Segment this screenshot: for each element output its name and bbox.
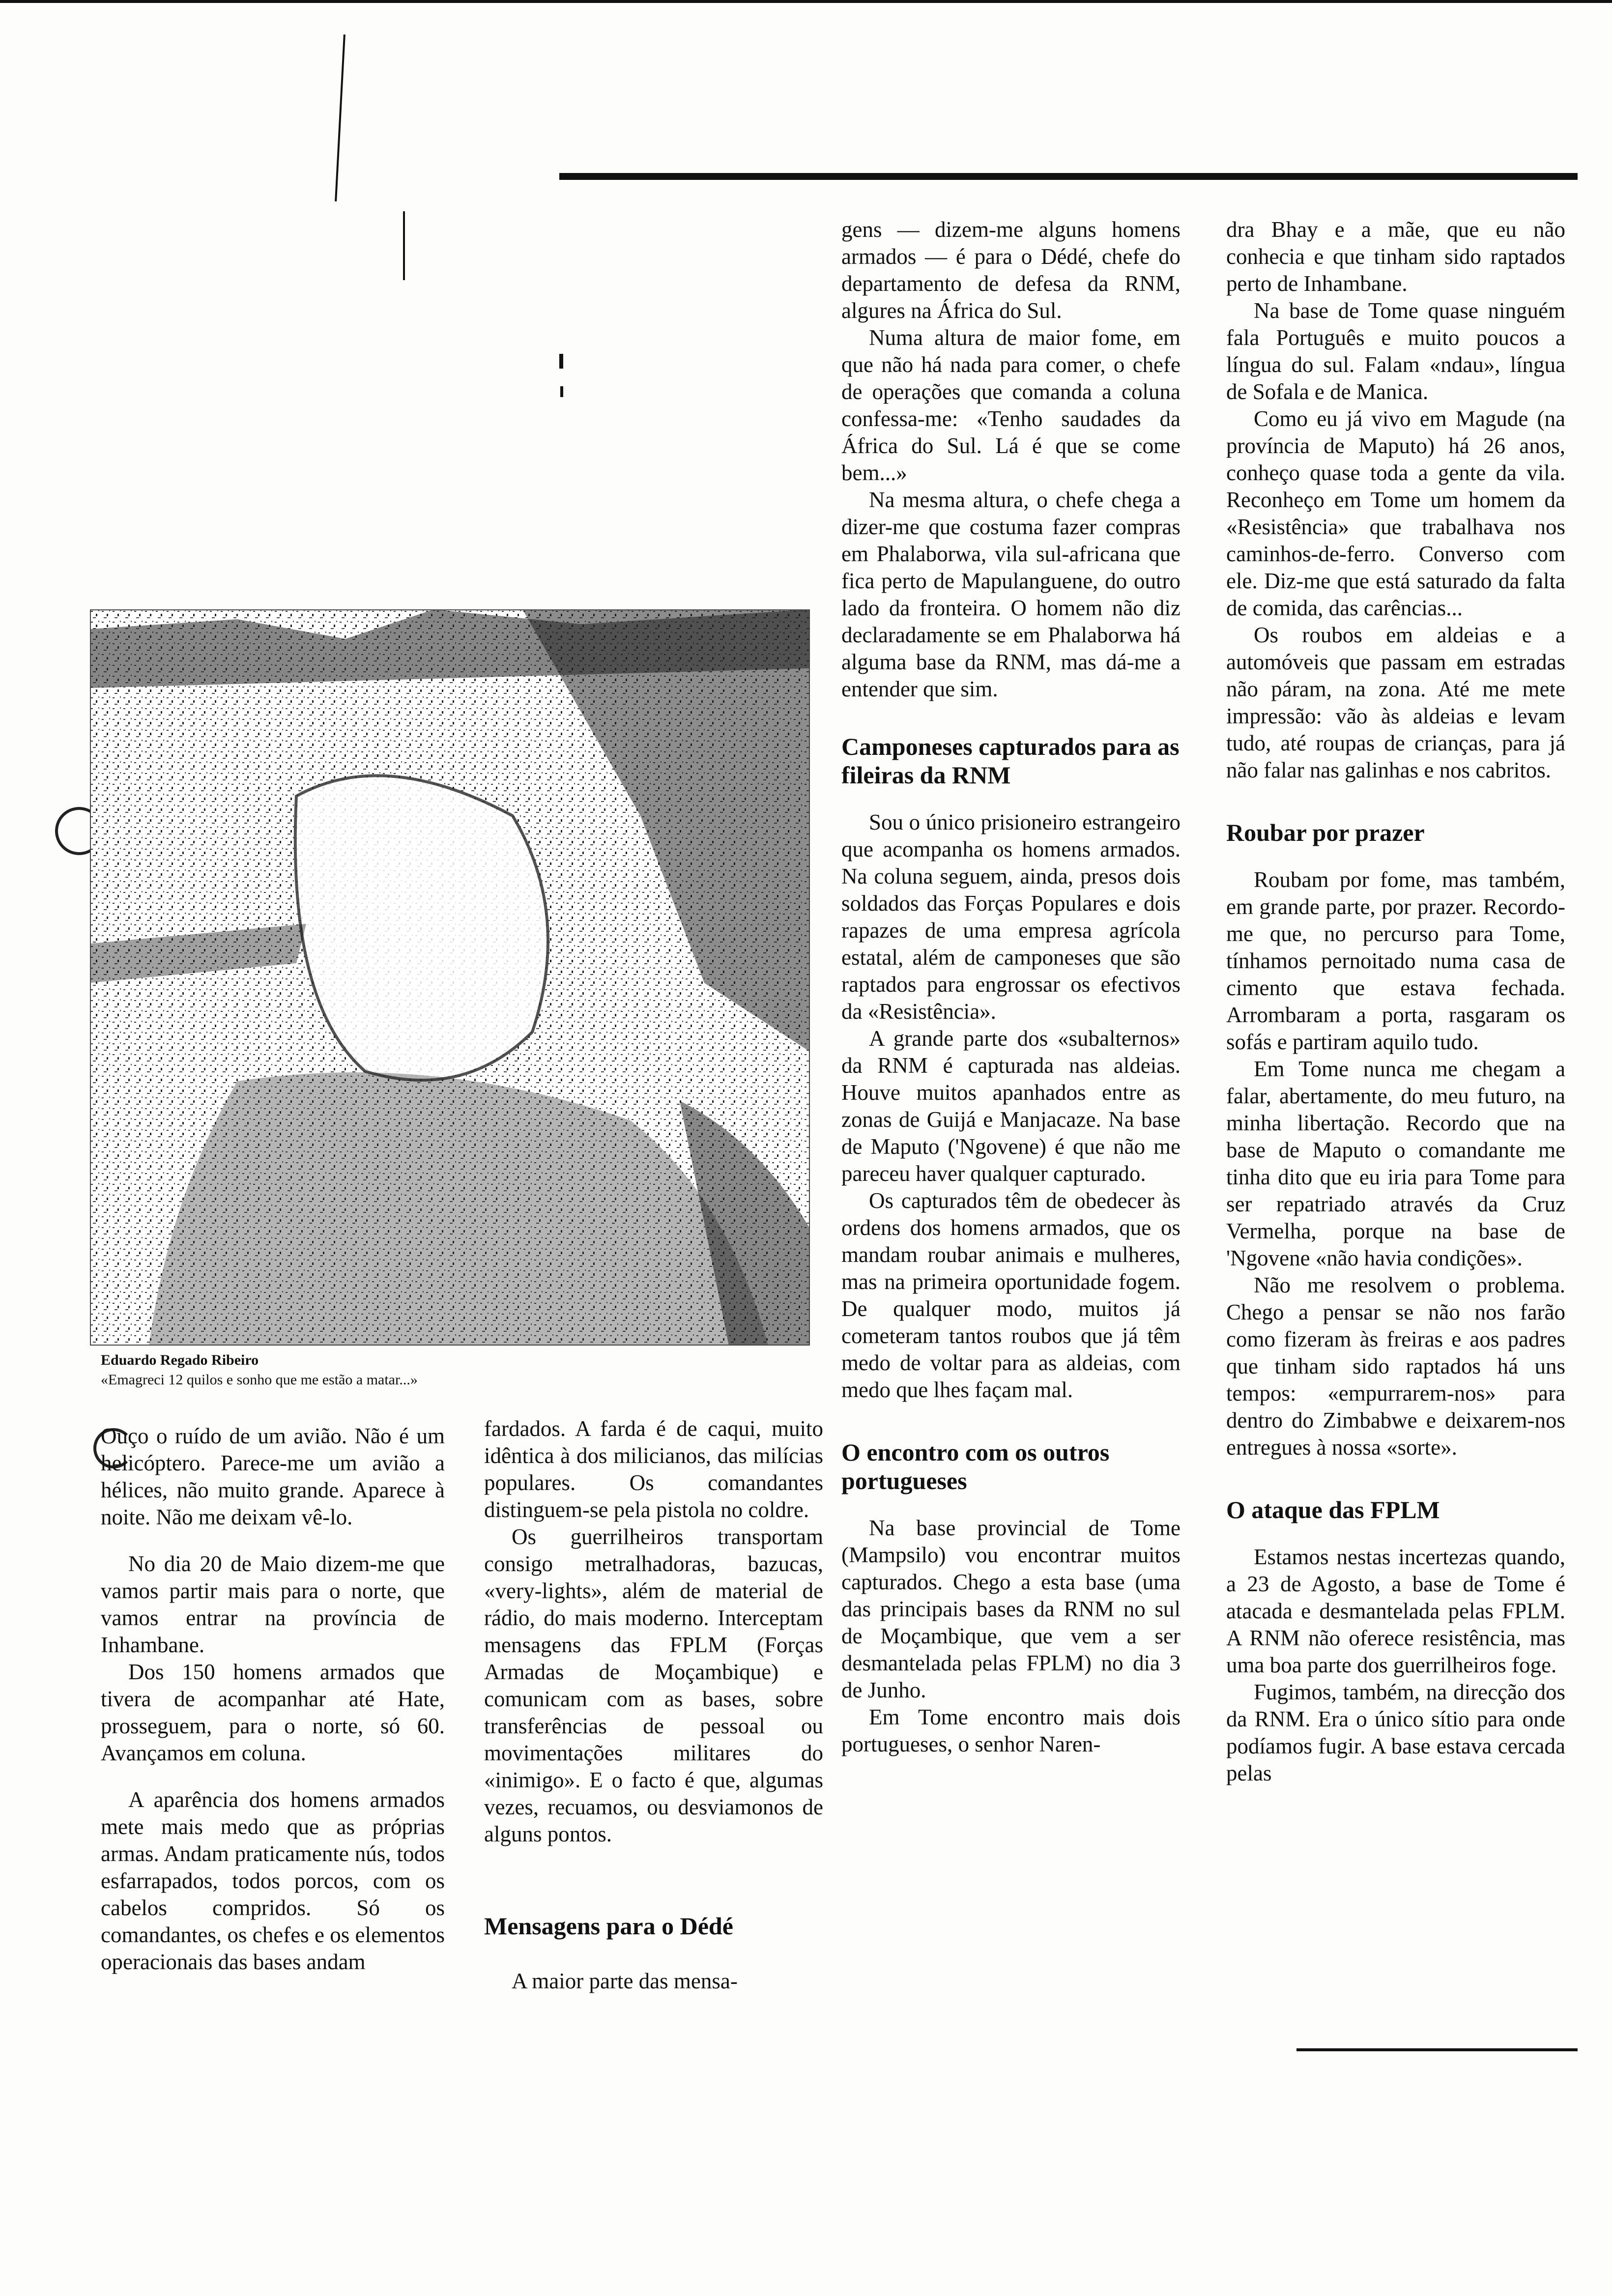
photo-caption [101,1350,418,1390]
paragraph: gens — dizem-me alguns homens armados — é para o Dédé, chefe do departamento de defesa da RNM, algures na África do Sul. [841,217,1180,323]
scan-mark [559,354,563,369]
bottom-rule [1296,2048,1578,2051]
news-photo [90,609,810,1346]
paragraph: Roubam por fome, mas também, em grande parte, por prazer. Recordo-me que, no percurso para Tome, tínhamos pernoitado numa casa de cimento que estava fechada. Arrombaram a porta, rasgaram os sofás e partiram aquilo tudo. [1226,867,1565,1054]
column-1 [101,1423,445,1976]
paragraph: Não me resolvem o problema. Chego a pensar se não nos farão como fizeram às freiras e aos padres que tinham sido raptados há uns tempos: «empurrarem-nos» para dentro do Zimbabwe e deixarem-nos entregues à nossa «sorte». [1226,1273,1565,1460]
section-heading: O ataque das FPLM [1226,1496,1440,1523]
top-border [0,0,1612,3]
paragraph: Na base de Tome quase ninguém fala Português e muito poucos a língua do sul. Falam «ndau», língua de Sofala e de Manica. [1226,298,1565,404]
paragraph: Em Tome nunca me chegam a falar, abertamente, do meu futuro, na minha libertação. Recordo que na base de Maputo o comandante me tinha dito que eu iria para Tome para ser repatriado através da Cruz Vermelha, porque na base de 'Ngovene «não havia condições». [1226,1057,1565,1270]
paragraph: A aparência dos homens armados mete mais medo que as próprias armas. Andam praticamente nús, todos esfarrapados, todos porcos, com os cabelos compridos. Só os comandantes, os chefes e os elementos operacionais das bases andam [101,1787,445,1974]
paragraph: A grande parte dos «subalternos» da RNM é capturada nas aldeias. Houve muitos apanhados entre as zonas de Guijá e Manjacaze. Na base de Maputo ('Ngovene) é que não me pareceu haver qualquer capturado. [841,1026,1180,1186]
paragraph: Os guerrilheiros transportam consigo metralhadoras, bazucas, «very-lights», além de material de rádio, do mais moderno. Interceptam mensagens das FPLM (Forças Armadas de Moçambique) e comunicam com as bases, sobre transferências de pessoal ou movimentações militares do «inimigo». E o facto é que, algumas vezes, recuamos, ou desviamonos de alguns pontos. [484,1524,823,1846]
paragraph: dra Bhay e a mãe, que eu não conhecia e que tinham sido raptados perto de Inhambane. [1226,217,1565,296]
section-heading: O encontro com os outros portugueses [841,1438,1110,1494]
header-rule [559,173,1578,180]
paragraph: No dia 20 de Maio dizem-me que vamos partir mais para o norte, que vamos entrar na província de Inhambane. [101,1551,445,1657]
paragraph: Os capturados têm de obedecer às ordens dos homens armados, que os mandam roubar animais e mulheres, mas na primeira oportunidade fogem. De qualquer modo, muitos já cometeram tantos roubos que já têm medo de voltar para as aldeias, com medo que lhes façam mal. [841,1188,1180,1402]
column-3 [841,216,1180,1758]
paragraph: Dos 150 homens armados que tivera de acompanhar até Hate, prosseguem, para o norte, só 60. Avançamos em coluna. [101,1660,445,1765]
paragraph: Como eu já vivo em Magude (na província de Maputo) há 26 anos, conheço quase toda a gente da vila. Reconheço em Tome um homem da «Resistência» que trabalhava nos caminhos-de-ferro. Converso com ele. Diz-me que está saturado da falta de comida, das carências... [1226,406,1565,620]
photo-caption-text: «Emagreci 12 quilos e sonho que me estão a matar...» [101,1372,418,1388]
paragraph: Numa altura de maior fome, em que não há nada para comer, o chefe de operações que comanda a coluna confessa-me: «Tenho saudades da África do Sul. Lá é que se come bem...» [841,325,1180,485]
paragraph: Fugimos, também, na direcção dos da RNM. Era o único sítio para onde podíamos fugir. A base estava cercada pelas [1226,1680,1565,1785]
paragraph: Em Tome encontro mais dois portugueses, o senhor Naren- [841,1705,1180,1756]
scan-mark [560,386,563,397]
paragraph: A maior parte das mensa- [512,1969,738,1993]
photo-credit: Eduardo Regado Ribeiro [101,1352,259,1368]
paragraph: Estamos nestas incertezas quando, a 23 de Agosto, a base de Tome é atacada e desmantelada pelas FPLM. A RNM não oferece resistência, mas uma boa parte dos guerrilheiros foge. [1226,1545,1565,1677]
section-heading: Roubar por prazer [1226,819,1425,846]
paragraph: Sou o único prisioneiro estrangeiro que acompanha os homens armados. Na coluna seguem, ainda, presos dois soldados das Forças Populares e dois rapazes de uma empresa agrícola estatal, além de camponeses que são raptados para engrossar os efectivos da «Resistência». [841,810,1180,1024]
section-heading: Camponeses capturados para as fileiras da RNM [841,733,1180,789]
photo-image [90,609,810,1346]
scan-mark [335,34,345,201]
paragraph: Ouço o ruído de um avião. Não é um helicóptero. Parece-me um avião a hélices, não muito grande. Aparece à noite. Não me deixam vê-lo. [101,1424,445,1529]
paragraph: Os roubos em aldeias e a automóveis que passam em estradas não páram, na zona. Até me mete impressão: vão às aldeias e levam tudo, até roupas de crianças, para já não falar nas galinhas e nos cabritos. [1226,623,1565,782]
column-4 [1226,216,1565,1787]
section-heading: Mensagens para o Dédé [484,1912,733,1940]
paragraph: Na base provincial de Tome (Mampsilo) vou encontrar muitos capturados. Chego a esta base (uma das principais bases da RNM no sul de Moçambique, que vem a ser desmantelada pelas FPLM) no dia 3 de Junho. [841,1516,1180,1702]
scan-mark [403,211,405,280]
column-2 [484,1415,823,1995]
paragraph: fardados. A farda é de caqui, muito idêntica à dos milicianos, das milícias populares. Os comandantes distinguem-se pela pistola no coldre. [484,1416,823,1522]
paragraph: Na mesma altura, o chefe chega a dizer-me que costuma fazer compras em Phalaborwa, vila sul-africana que fica perto de Mapulanguene, do outro lado da fronteira. O homem não diz declaradamente se em Phalaborwa há alguma base da RNM, mas dá-me a entender que sim. [841,488,1180,701]
